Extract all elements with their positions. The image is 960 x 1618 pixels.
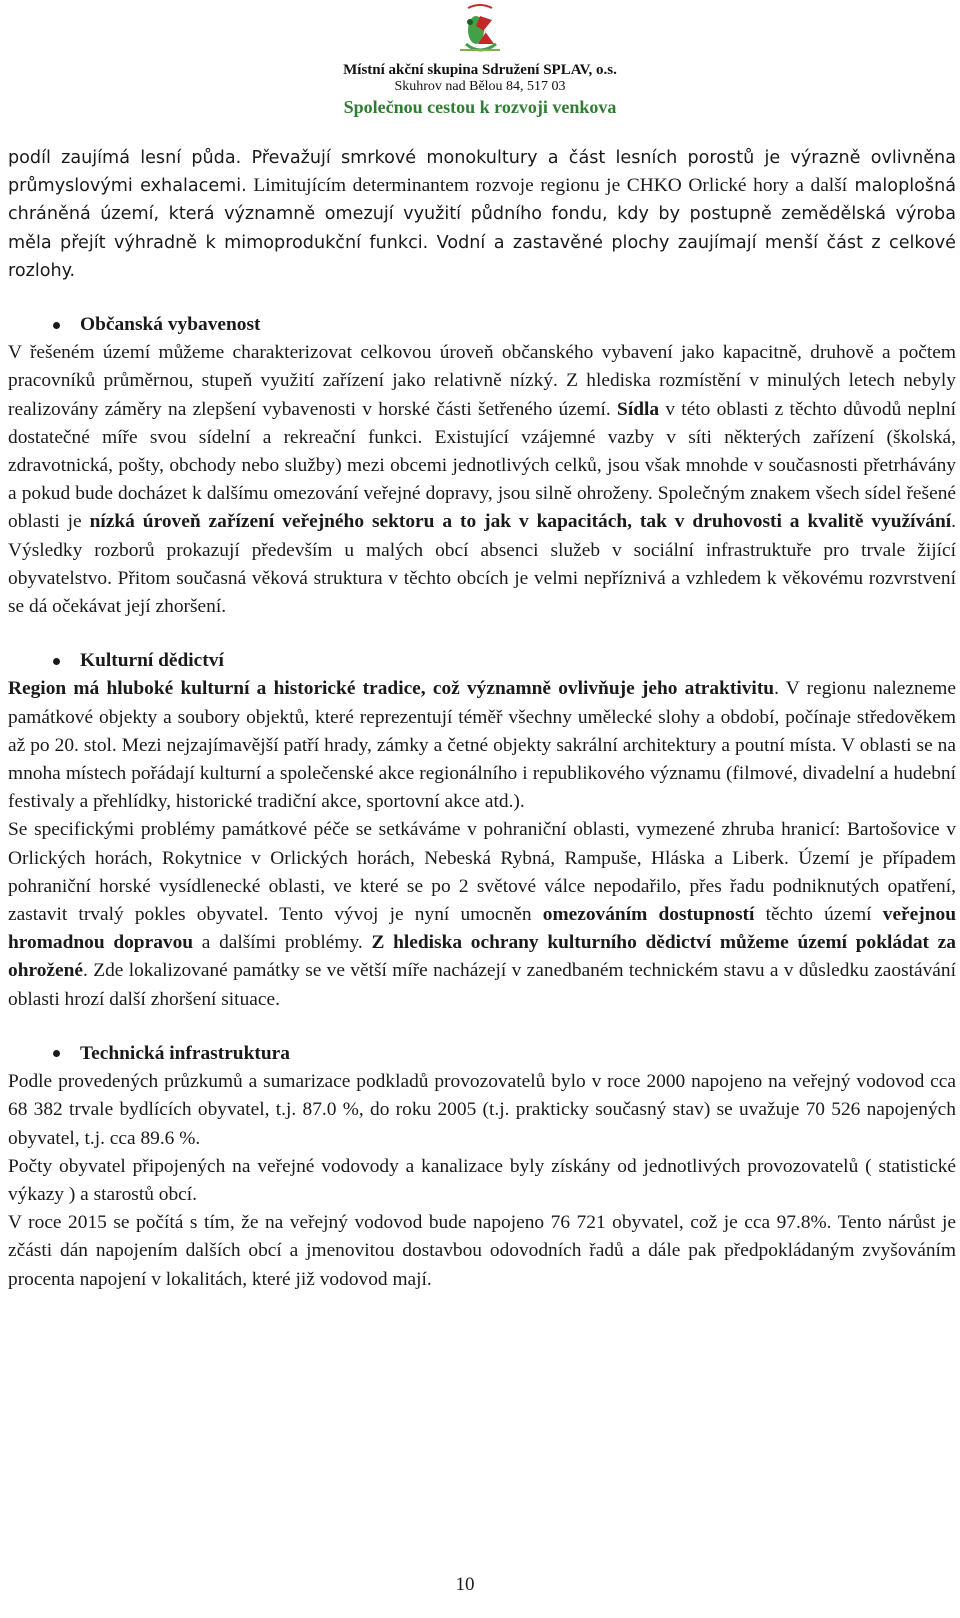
tech-paragraph-1: Podle provedených průzkumů a sumarizace podkladů provozovatelů bylo v roce 2000 napojeno na veřejný vodovod cca 68 382 trvale bydlících obyvatel, t.j. 87.0 %, do roku 2005 (t.j. prakticky současný stav) se uvažuje 70 526 napojených obyvatel, t.j. cca 89.6 %. bbox=[8, 1071, 956, 1149]
culture-text-2: Se specifickými problémy památkové péče se setkáváme v pohraniční oblasti, vymezené zhruba hranicí: Bartošovice v Orlických horách, Rokytnice v Orlických horách, Nebeská Rybná, Rampuše, Hláska a Liberk. Území je případem pohraniční horské vysídlenecké oblasti, ve které se po 2 světové válce nepodařilo, přes řadu podniknutých opatření, zastavit trvalý pokles obyvatel. Tento vývoj je nyní umocněn bbox=[8, 819, 956, 926]
tech-paragraph-3: V roce 2015 se počítá s tím, že na veřejný vodovod bude napojeno 76 721 obyvatel, což je cca 97.8%. Tento nárůst je zčásti dán napojením dalších obcí a jmenovitou dostavbou odovodních řadů a dále pak předpokládaným zvyšováním procenta napojení v lokalitách, které již vodovod mají. bbox=[8, 1212, 956, 1290]
intro-paragraph bbox=[8, 144, 956, 285]
intro-text-a: podíl zaujímá lesní půda. Převažují smrkové monokultury a část lesních porostů je výrazně ovlivněna průmyslovými exhalacemi. bbox=[8, 148, 956, 197]
section-heading-civic bbox=[8, 311, 956, 339]
culture-bold-3: veřejnou hromadnou dopravou bbox=[8, 904, 956, 954]
heading-text: Technická infrastruktura bbox=[80, 1042, 290, 1064]
org-name: Místní akční skupina Sdružení SPLAV, o.s. bbox=[343, 62, 617, 78]
culture-bold-4: Z hlediska ochrany kulturního dědictví můžeme území pokládat za ohrožené bbox=[8, 932, 956, 982]
civic-paragraph bbox=[8, 339, 956, 621]
letterhead bbox=[290, 0, 670, 122]
bullet-icon bbox=[53, 322, 60, 329]
culture-paragraph-1 bbox=[8, 675, 956, 816]
bullet-icon bbox=[53, 1050, 60, 1057]
culture-text-5: . Zde lokalizované památky se ve větší míře nacházejí v zanedbaném technickém stavu a v důsledku zaostávání oblasti hrozí další zhoršení situace. bbox=[8, 960, 956, 1010]
section-heading-tech bbox=[8, 1040, 956, 1068]
section-heading-culture bbox=[8, 647, 956, 675]
intro-text-c: maloplošná chráněná území, která významně omezují využití půdního fondu, kdy by postupně zemědělská výroba měla přejít výhradně k mimoprodukční funkci. Vodní a zastavěné plochy zaujímají menší část z celkové rozlohy. bbox=[8, 176, 956, 281]
culture-bold-1: Region má hluboké kulturní a historické tradice, což významně ovlivňuje jeho atraktivitu bbox=[8, 678, 775, 700]
civic-text-1: V řešeném území můžeme charakterizovat celkovou úroveň občanského vybavení jako kapacitně, druhově a počtem pracovníků průměrnou, stupeň využití zařízení jako relativně nízký. Z hlediska rozmístění v minulých letech nebyly realizovány záměry na zlepšení vybavenosti v horské části šetřeného území. bbox=[8, 342, 956, 420]
page-body bbox=[8, 144, 956, 1294]
page-number: 10 bbox=[455, 1574, 475, 1595]
heading-text: Občanská vybavenost bbox=[80, 314, 261, 336]
culture-text-3: těchto území bbox=[754, 904, 883, 926]
splav-logo-icon bbox=[430, 0, 530, 62]
civic-text-3: . Výsledky rozborů prokazují především u malých obcí absenci služeb v sociální infrastruktuře pro trvale žijící obyvatelstvo. Přitom současná věková struktura v těchto obcích je velmi nepříznivá a vzhledem k věkovému rozvrstvení se dá očekávat její zhoršení. bbox=[8, 511, 956, 618]
civic-bold-2: nízká úroveň zařízení veřejného sektoru a to jak v kapacitách, tak v druhovosti a kvalitě využívání bbox=[89, 511, 952, 533]
bullet-icon bbox=[53, 658, 60, 665]
culture-paragraph-2 bbox=[8, 816, 956, 1013]
org-slogan: Společnou cestou k rozvoji venkova bbox=[343, 97, 617, 117]
culture-text-4: a dalšími problémy. bbox=[193, 932, 372, 954]
heading-text: Kulturní dědictví bbox=[80, 650, 224, 672]
culture-bold-2: omezováním dostupností bbox=[542, 904, 755, 926]
civic-text-2: v této oblasti z těchto důvodů neplní dostatečné míře svou sídelní a rekreační funkci. Existující vzájemné vazby v síti některých zařízení (školská, zdravotnická, pošty, obchody nebo služby) mezi obcemi jednotlivých celků, jsou však mnohde v současnosti přetrhávány a pokud bude docházet k dalšímu omezování veřejné dopravy, jsou silně ohroženy. Společným znakem všech sídel řešené oblasti je bbox=[8, 398, 956, 533]
tech-paragraph-2: Počty obyvatel připojených na veřejné vodovody a kanalizace byly získány od jednotlivých provozovatelů ( statistické výkazy ) a starostů obcí. bbox=[8, 1155, 956, 1205]
intro-text-b: Limitujícím determinantem rozvoje regionu je CHKO Orlické hory a další bbox=[246, 175, 848, 197]
org-address: Skuhrov nad Bělou 84, 517 03 bbox=[394, 79, 566, 94]
culture-text-1: . V regionu nalezneme památkové objekty a soubory objektů, které reprezentují téměř všechny umělecké slohy a období, počínaje středověkem až po 20. stol. Mezi nejzajímavější patří hrady, zámky a četné objekty sakrální architektury a poutní místa. V oblasti se na mnoha místech pořádají kulturní a společenské akce regionálního i republikového významu (filmové, divadelní a hudební festivaly a přehlídky, historické tradiční akce, sportovní akce atd.). bbox=[8, 678, 956, 813]
civic-bold-1: Sídla bbox=[617, 398, 660, 420]
